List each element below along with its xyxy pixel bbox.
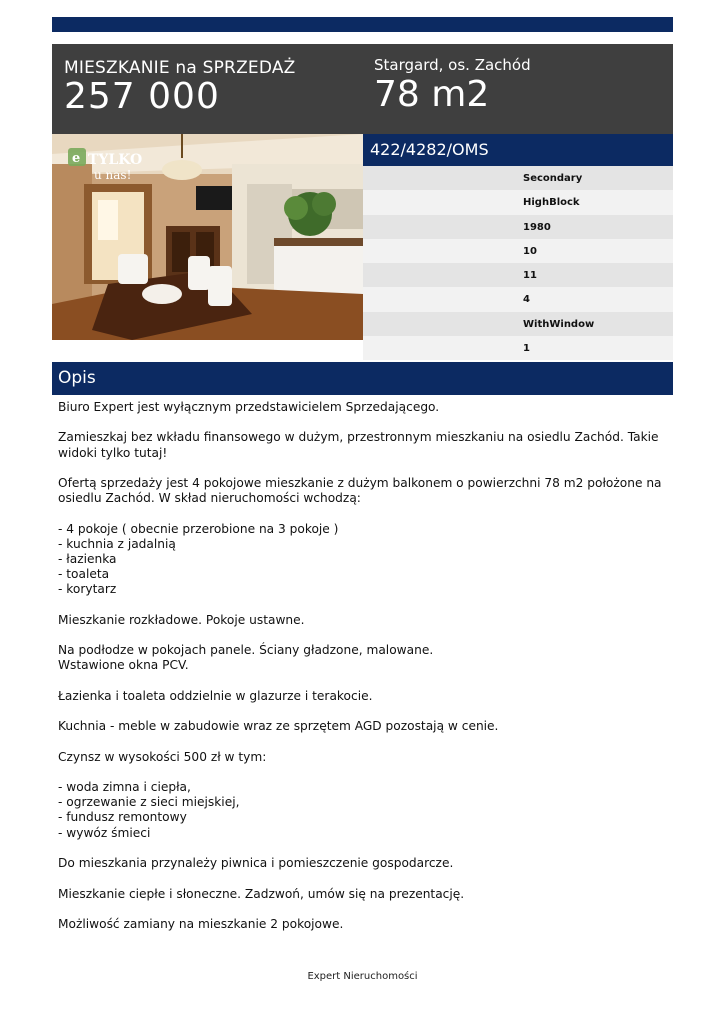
detail-row: 4 xyxy=(363,287,673,311)
property-photo xyxy=(52,134,363,340)
property-photo-image xyxy=(52,134,363,340)
top-accent-bar xyxy=(52,17,673,32)
detail-row: 1980 xyxy=(363,215,673,239)
reference-number: 422/4282/OMS xyxy=(363,134,673,166)
detail-row: 11 xyxy=(363,263,673,287)
detail-row: 1 xyxy=(363,336,673,360)
footer-agency: Expert Nieruchomości xyxy=(307,971,418,982)
listing-header xyxy=(52,44,673,134)
detail-row: Secondary xyxy=(363,166,673,190)
detail-row: WithWindow xyxy=(363,312,673,336)
svg-text:e: e xyxy=(72,151,81,166)
details-table xyxy=(363,166,673,360)
listing-area: 78 m2 xyxy=(374,74,490,115)
detail-row: HighBlock xyxy=(363,190,673,214)
listing-location: Stargard, os. Zachód xyxy=(374,56,531,74)
listing-type: MIESZKANIE na SPRZEDAŻ xyxy=(64,58,296,78)
watermark-line2: u nas! xyxy=(94,168,132,182)
watermark-line1: TYLKO xyxy=(88,152,143,168)
description-text: Biuro Expert jest wyłącznym przedstawicielem Sprzedającego. Zamieszkaj bez wkładu finansowego w dużym, przestronnym mieszkaniu na osiedlu Zachód. Takie widoki tylko tutaj! Ofertą sprzedaży jest 4 pokojowe mieszkanie z dużym balkonem o powierzchni 78 m2 położone na osiedlu Zachód. W skład nieruchomości wchodzą: - 4 pokoje ( obecnie przerobione na 3 pokoje ) - kuchnia z jadalnią - łazienka - toaleta - korytarz Mieszkanie rozkładowe. Pokoje ustawne. Na podłodze w pokojach panele. Ściany gładzone, malowane. Wstawione okna PCV. Łazienka i toaleta oddzielnie w glazurze i terakocie. Kuchnia - meble w zabudowie wraz ze sprzętem AGD pozostają w cenie. Czynsz w wysokości 500 zł w tym: - woda zimna i ciepła, - ogrzewanie z sieci miejskiej, - fundusz remontowy - wywóz śmieci Do mieszkania przynależy piwnica i pomieszczenie gospodarcze. Mieszkanie ciepłe i słoneczne. Zadzwoń, umów się na prezentację. Możliwość zamiany na mieszkanie 2 pokojowe. xyxy=(58,400,662,931)
detail-row: 10 xyxy=(363,239,673,263)
listing-price: 257 000 xyxy=(64,76,220,117)
description-heading: Opis xyxy=(52,362,673,395)
